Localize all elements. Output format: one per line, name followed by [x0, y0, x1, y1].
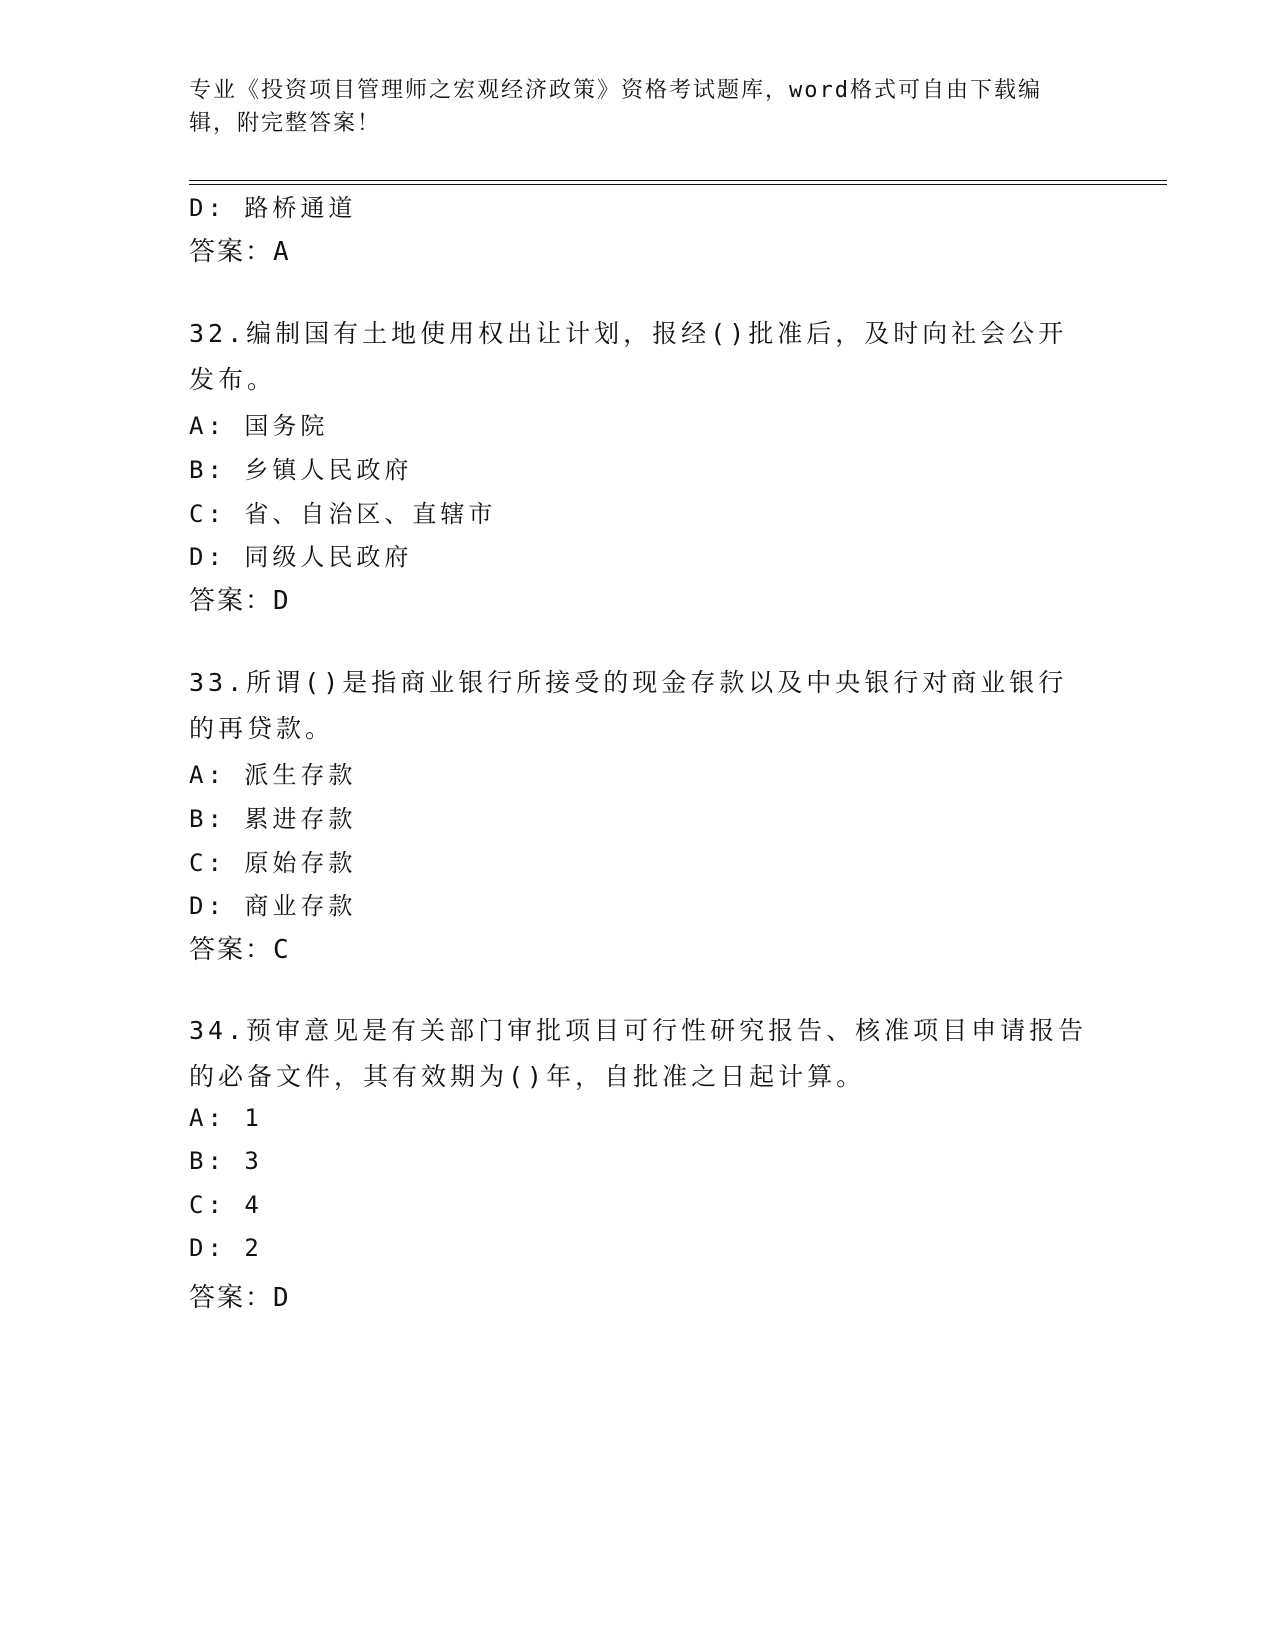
question-34-option-d: D: 2	[189, 1234, 263, 1262]
question-34-text: 34.预审意见是有关部门审批项目可行性研究报告、核准项目申请报告的必备文件，其有效期为()年，自批准之日起计算。	[189, 1016, 1088, 1091]
question-33-text: 33.所谓()是指商业银行所接受的现金存款以及中央银行对商业银行的再贷款。	[189, 668, 1068, 743]
question-34-option-b: B: 3	[189, 1147, 263, 1175]
answer-value: D	[273, 586, 291, 616]
question-33-option-c: C: 原始存款	[189, 849, 357, 877]
answer-value: C	[273, 935, 291, 965]
question-32-option-b: B: 乡镇人民政府	[189, 456, 413, 484]
answer-label: 答案：	[189, 586, 274, 616]
question-32-text: 32.编制国有土地使用权出让计划，报经()批准后，及时向社会公开发布。	[189, 319, 1068, 394]
question-34-answer	[189, 1277, 291, 1314]
document-header: 专业《投资项目管理师之宏观经济政策》资格考试题库，word格式可自由下载编辑，附完整答案！	[189, 78, 1042, 136]
question-33-option-a: A: 派生存款	[189, 761, 357, 789]
answer-label: 答案：	[189, 1283, 274, 1313]
question-32-option-d: D: 同级人民政府	[189, 543, 413, 571]
prev-answer	[189, 231, 291, 268]
answer-value: D	[273, 1283, 291, 1313]
answer-value: A	[273, 237, 291, 267]
header-divider-bottom	[189, 184, 1167, 185]
answer-label: 答案：	[189, 237, 274, 267]
question-33-answer	[189, 929, 291, 966]
question-34-option-c: C: 4	[189, 1191, 263, 1219]
question-33-option-d: D: 商业存款	[189, 892, 357, 920]
question-32-option-a: A: 国务院	[189, 412, 329, 440]
question-34-option-a: A: 1	[189, 1104, 263, 1132]
question-32-answer	[189, 580, 291, 617]
question-33-option-b: B: 累进存款	[189, 805, 357, 833]
prev-option-d: D: 路桥通道	[189, 194, 357, 222]
question-32-option-c: C: 省、自治区、直辖市	[189, 500, 497, 528]
answer-label: 答案：	[189, 935, 274, 965]
header-divider-top	[189, 180, 1167, 181]
